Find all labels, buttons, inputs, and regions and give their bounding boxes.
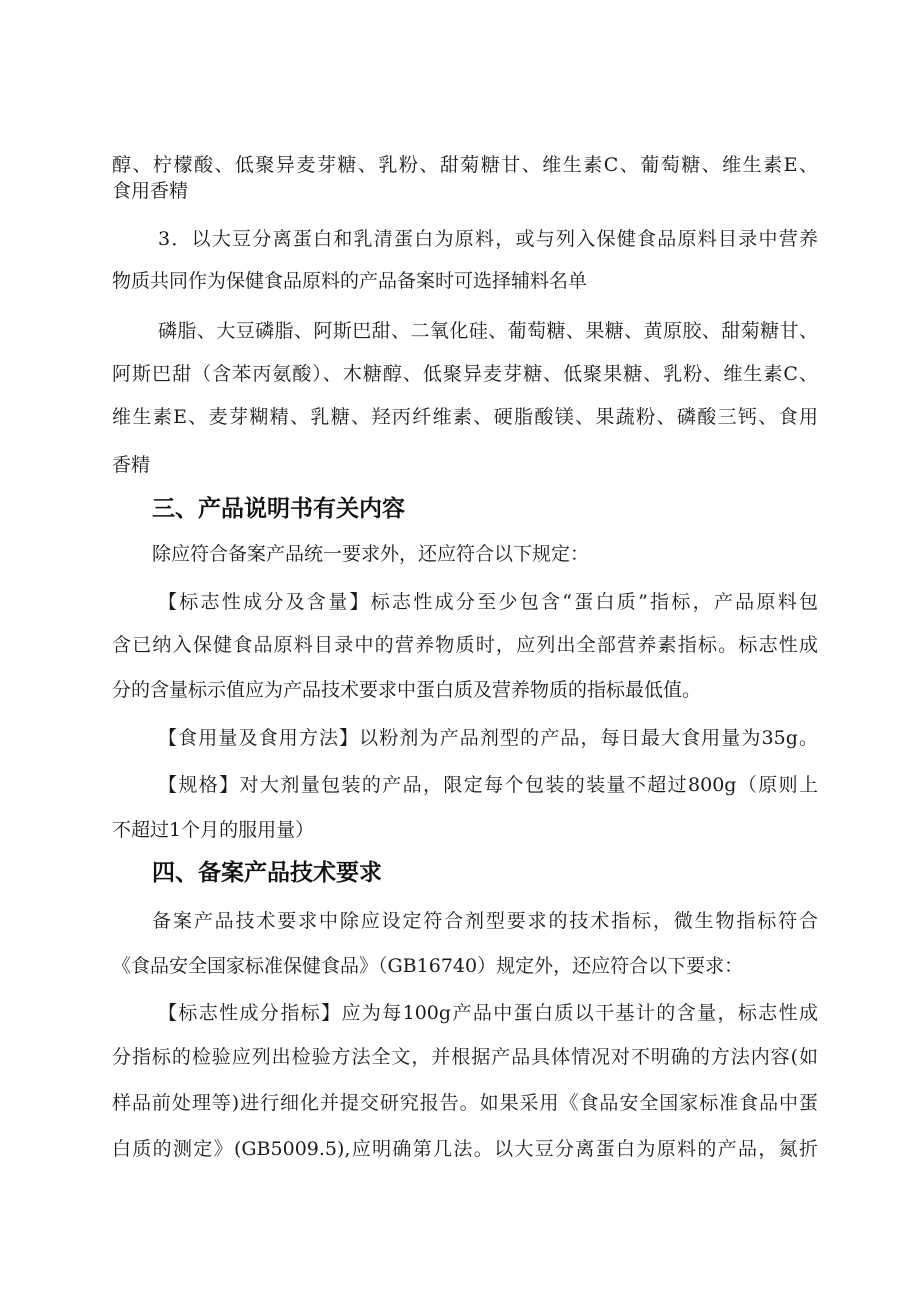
paragraph-line: 不超过1个月的服用量） [112,819,315,841]
section-heading: 四、备案产品技术要求 [152,860,382,886]
paragraph-line: 阿斯巴甜（含苯丙氨酸）、木糖醇、低聚异麦芽糖、低聚果糖、乳粉、维生素C、 [112,363,818,385]
paragraph-line: 分指标的检验应列出检验方法全文，并根据产品具体情况对不明确的方法内容(如 [112,1046,818,1068]
paragraph-line: 《食品安全国家标准保健食品》（GB16740）规定外，还应符合以下要求： [112,955,744,977]
paragraph-line: 【规格】对大剂量包装的产品，限定每个包装的装量不超过800g（原则上 [158,774,818,796]
paragraph-line: 分的含量标示值应为产品技术要求中蛋白质及营养物质的指标最低值。 [112,679,702,701]
section-heading: 三、产品说明书有关内容 [152,496,405,522]
paragraph-line: 【食用量及食用方法】以粉剂为产品剂型的产品，每日最大食用量为35g。 [158,727,818,749]
paragraph-line: 【标志性成分及含量】标志性成分至少包含“蛋白质”指标，产品原料包 [158,591,818,613]
paragraph-line: 醇、柠檬酸、低聚异麦芽糖、乳粉、甜菊糖甘、维生素C、葡萄糖、维生素E、 [112,154,818,176]
paragraph-line: 物质共同作为保健食品原料的产品备案时可选择辅料名单 [112,270,588,292]
paragraph-line: 白质的测定》(GB5009.5),应明确第几法。以大豆分离蛋白为原料的产品，氮折 [112,1138,818,1160]
paragraph-line: 维生素E、麦芽糊精、乳糖、羟丙纤维素、硬脂酸镁、果蔬粉、磷酸三钙、食用 [112,406,818,428]
paragraph-line: 含已纳入保健食品原料目录中的营养物质时，应列出全部营养素指标。标志性成 [112,634,818,656]
paragraph-line: 磷脂、大豆磷脂、阿斯巴甜、二氧化硅、葡萄糖、果糖、黄原胶、甜菊糖甘、 [158,320,818,342]
paragraph-line: 3．以大豆分离蛋白和乳清蛋白为原料，或与列入保健食品原料目录中营养 [158,228,818,250]
paragraph-line: 香精 [112,454,151,476]
paragraph-line: 【标志性成分指标】应为每100g产品中蛋白质以干基计的含量，标志性成 [158,1002,818,1024]
paragraph-line: 除应符合备案产品统一要求外，还应符合以下规定： [152,543,590,565]
paragraph-line: 备案产品技术要求中除应设定符合剂型要求的技术指标，微生物指标符合 [152,910,818,932]
paragraph-line: 食用香精 [112,180,189,202]
paragraph-line: 样品前处理等)进行细化并提交研究报告。如果采用《食品安全国家标准食品中蛋 [112,1092,818,1114]
